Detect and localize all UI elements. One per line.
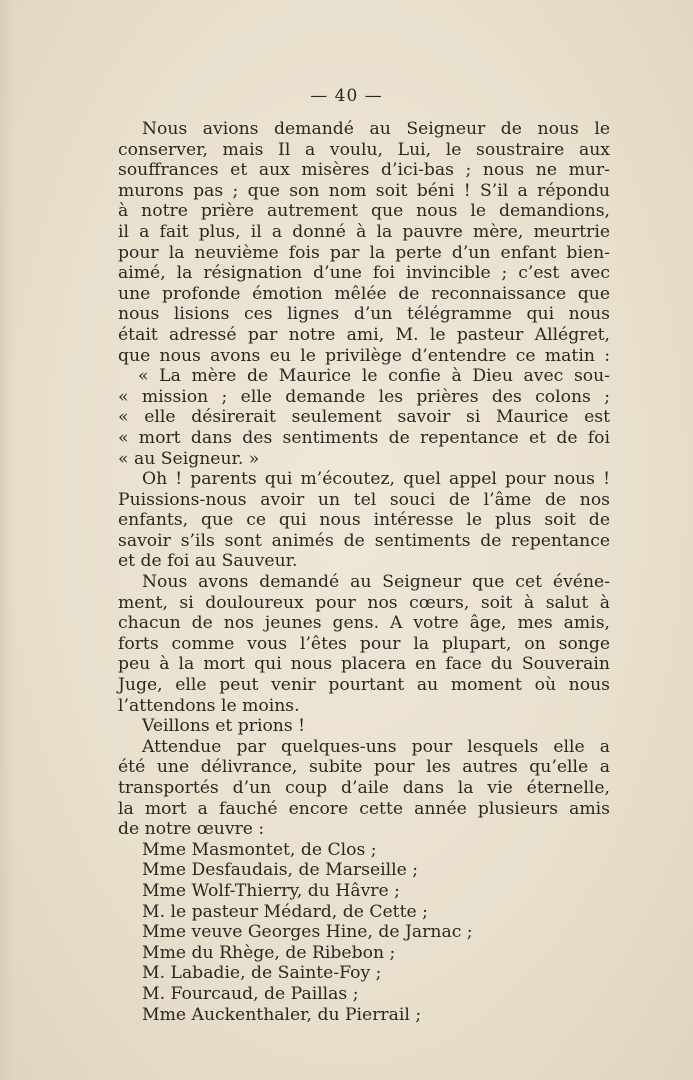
list-item: M. Labadie, de Sainte-Foy ; — [142, 963, 382, 984]
text-line: forts comme vous l’êtes pour la plupart, on songe — [118, 633, 610, 654]
text-line: conserver, mais Il a voulu, Lui, le soustraire aux — [118, 139, 610, 160]
paragraph-2 — [118, 469, 610, 572]
page-number: — 40 — — [310, 86, 383, 106]
text-line: chacun de nos jeunes gens. A votre âge, mes amis, — [118, 613, 610, 634]
text-line: Nous avons demandé au Seigneur que cet événe- — [142, 572, 610, 593]
body-text — [118, 119, 610, 1025]
text-line: que nous avons eu le privilège d’entendre ce matin : — [118, 345, 610, 366]
text-line: et de foi au Sauveur. — [118, 551, 298, 572]
text-line: la mort a fauché encore cette année plusieurs amis — [118, 798, 610, 819]
text-line: l’attendons le moins. — [118, 695, 300, 716]
paragraph-4 — [118, 716, 610, 737]
paragraph-1 — [118, 119, 610, 366]
list-item: M. le pasteur Médard, de Cette ; — [142, 901, 428, 922]
telegram-quote — [118, 366, 610, 469]
quote-line: « au Seigneur. » — [118, 448, 260, 469]
text-line: été une délivrance, subite pour les autres qu’elle a — [118, 757, 610, 778]
list-item: Mme Auckenthaler, du Pierrail ; — [142, 1004, 422, 1025]
list-item: Mme Masmontet, de Clos ; — [142, 839, 377, 860]
text-line: souffrances et aux misères d’ici-bas ; nous ne mur- — [118, 160, 610, 181]
text-line: aimé, la résignation d’une foi invincible ; c’est avec — [118, 263, 610, 284]
text-line: Puissions-nous avoir un tel souci de l’âme de nos — [118, 489, 610, 510]
text-line: Attendue par quelques-uns pour lesquels elle a — [142, 736, 610, 757]
text-line: pour la neuvième fois par la perte d’un enfant bien- — [118, 242, 610, 263]
paragraph-3 — [118, 572, 610, 716]
text-line: une profonde émotion mêlée de reconnaissance que — [118, 283, 610, 304]
text-line: était adressé par notre ami, M. le pasteur Allégret, — [118, 324, 610, 345]
text-line: murons pas ; que son nom soit béni ! S’il a répondu — [118, 180, 610, 201]
text-line: savoir s’ils sont animés de sentiments de repentance — [118, 530, 610, 551]
text-line: peu à la mort qui nous placera en face du Souverain — [118, 654, 610, 675]
list-item: Mme du Rhège, de Ribebon ; — [142, 942, 396, 963]
text-line: à notre prière autrement que nous le demandions, — [118, 201, 610, 222]
deceased-friends-list — [118, 840, 610, 1025]
text-line: il a fait plus, il a donné à la pauvre mère, meurtrie — [118, 221, 610, 242]
quote-line: « mort dans des sentiments de repentance et de foi — [118, 427, 610, 448]
text-line: de notre œuvre : — [118, 819, 265, 840]
quote-line: « La mère de Maurice le confie à Dieu avec sou- — [138, 366, 610, 387]
text-line: nous lisions ces lignes d’un télégramme qui nous — [118, 304, 610, 325]
text-line: Juge, elle peut venir pourtant au moment où nous — [118, 675, 610, 696]
list-item: Mme Wolf-Thierry, du Hâvre ; — [142, 880, 400, 901]
page-edge-shadow — [0, 0, 14, 1080]
list-item: M. Fourcaud, de Paillas ; — [142, 983, 359, 1004]
text-line: transportés d’un coup d’aile dans la vie éternelle, — [118, 778, 610, 798]
text-line: Veillons et prions ! — [142, 716, 306, 737]
quote-line: « elle désirerait seulement savoir si Maurice est — [118, 407, 610, 428]
text-line: enfants, que ce qui nous intéresse le plus soit de — [118, 510, 610, 531]
text-line: ment, si douloureux pour nos cœurs, soit à salut à — [118, 592, 610, 613]
paragraph-5 — [118, 737, 610, 840]
text-line: Nous avions demandé au Seigneur de nous le — [142, 119, 610, 139]
list-item: Mme veuve Georges Hine, de Jarnac ; — [142, 922, 473, 943]
list-item: Mme Desfaudais, de Marseille ; — [142, 860, 419, 881]
text-line: Oh ! parents qui m’écoutez, quel appel pour nous ! — [142, 469, 610, 490]
quote-line: « mission ; elle demande les prières des colons ; — [118, 386, 610, 407]
